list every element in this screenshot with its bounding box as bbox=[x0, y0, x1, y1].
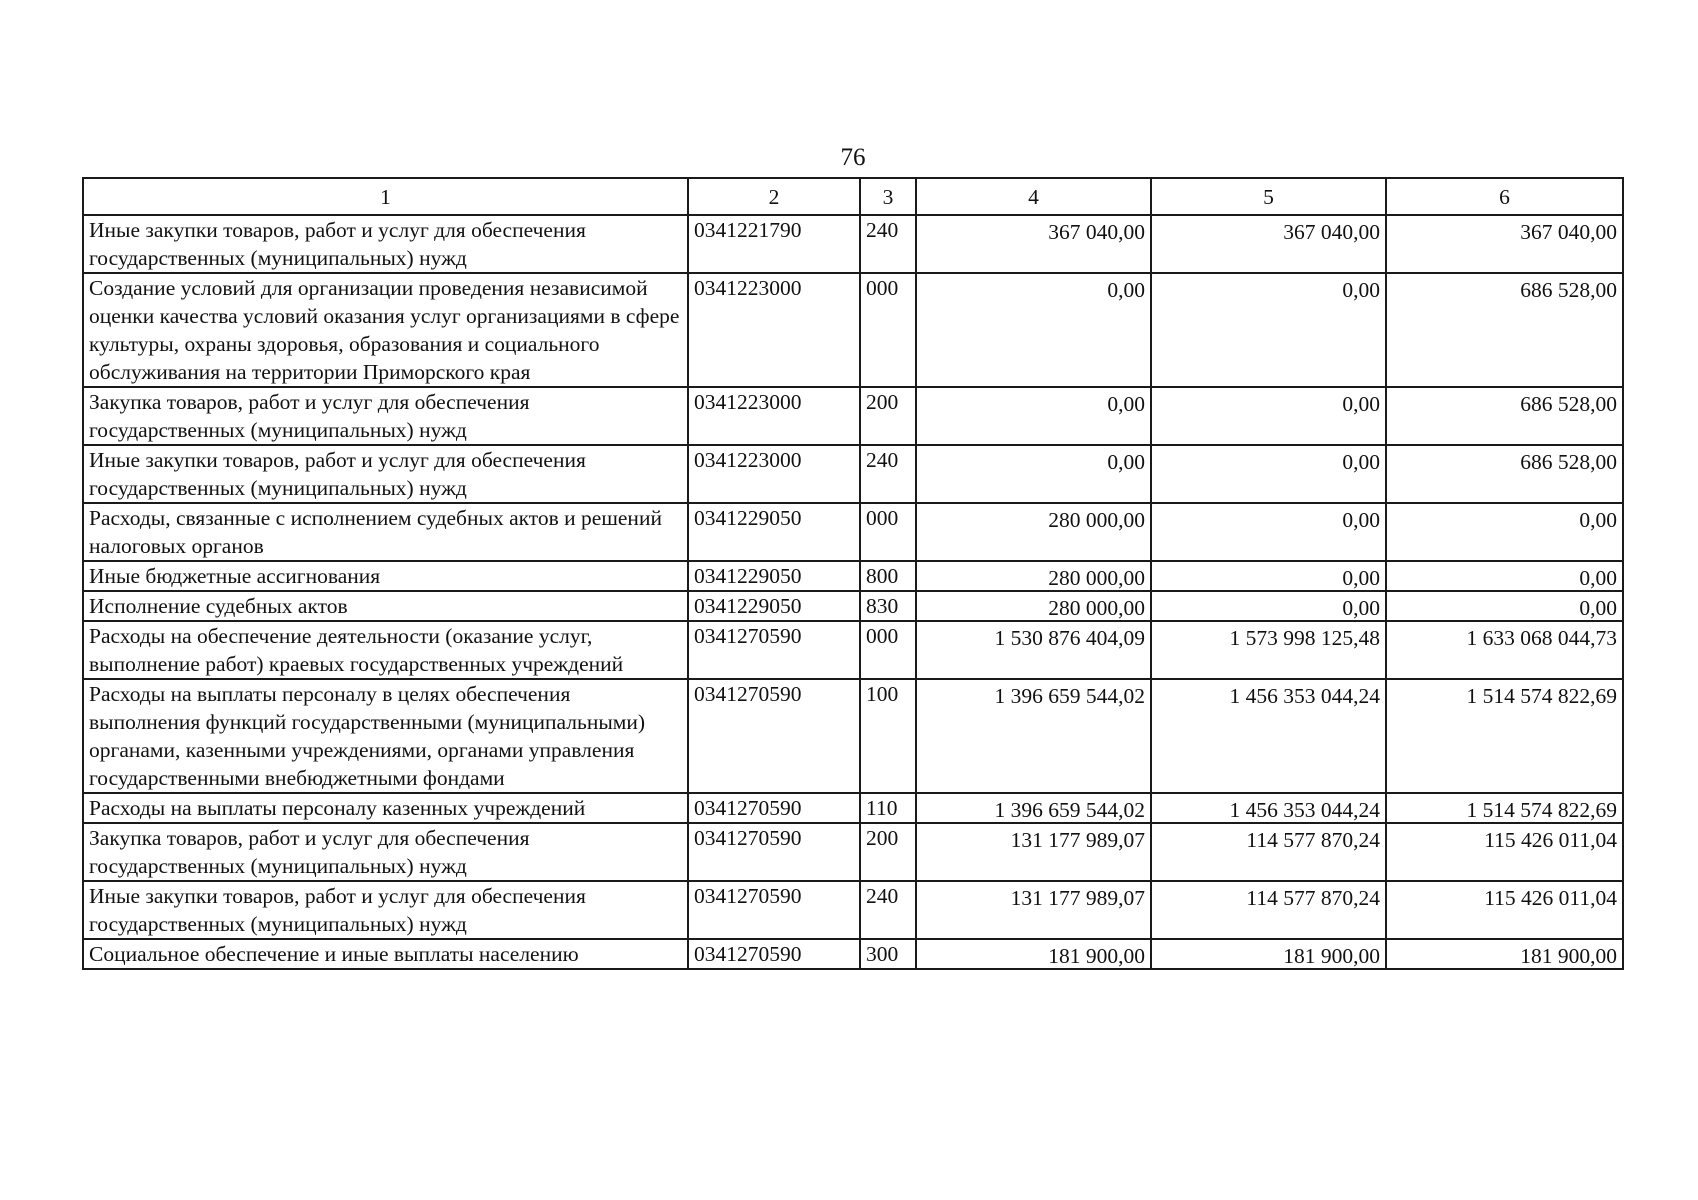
amount-value: 0,00 bbox=[1342, 508, 1380, 532]
amount-column-4 bbox=[916, 561, 1151, 591]
amount-column-5 bbox=[1151, 445, 1386, 503]
expense-name: Иные закупки товаров, работ и услуг для обеспечения государственных (муниципальных) нужд bbox=[83, 881, 688, 939]
column-header-2: 2 bbox=[688, 178, 860, 215]
expense-type-code: 200 bbox=[860, 823, 916, 881]
amount-value: 1 396 659 544,02 bbox=[994, 798, 1145, 822]
amount-column-6 bbox=[1386, 793, 1623, 823]
target-article-code: 0341270590 bbox=[688, 939, 860, 969]
amount-value: 0,00 bbox=[1107, 278, 1145, 302]
amount-column-5 bbox=[1151, 273, 1386, 387]
table-row bbox=[83, 679, 1623, 793]
expense-type-code: 000 bbox=[860, 503, 916, 561]
column-header-6: 6 bbox=[1386, 178, 1623, 215]
amount-value: 0,00 bbox=[1579, 508, 1617, 532]
header-row bbox=[83, 178, 1623, 215]
amount-column-6 bbox=[1386, 273, 1623, 387]
amount-column-6 bbox=[1386, 503, 1623, 561]
amount-value: 1 396 659 544,02 bbox=[994, 684, 1145, 708]
amount-column-6 bbox=[1386, 939, 1623, 969]
expense-name: Исполнение судебных актов bbox=[83, 591, 688, 621]
expense-name: Социальное обеспечение и иные выплаты населению bbox=[83, 939, 688, 969]
expense-name: Иные закупки товаров, работ и услуг для обеспечения государственных (муниципальных) нужд bbox=[83, 215, 688, 273]
amount-value: 0,00 bbox=[1342, 566, 1380, 590]
target-article-code: 0341270590 bbox=[688, 793, 860, 823]
amount-column-4 bbox=[916, 387, 1151, 445]
amount-value: 0,00 bbox=[1579, 596, 1617, 620]
table-row bbox=[83, 387, 1623, 445]
target-article-code: 0341229050 bbox=[688, 591, 860, 621]
amount-column-6 bbox=[1386, 679, 1623, 793]
amount-value: 1 456 353 044,24 bbox=[1229, 798, 1380, 822]
table-row bbox=[83, 793, 1623, 823]
expense-type-code: 200 bbox=[860, 387, 916, 445]
target-article-code: 0341270590 bbox=[688, 621, 860, 679]
amount-column-4 bbox=[916, 215, 1151, 273]
amount-value: 114 577 870,24 bbox=[1246, 886, 1380, 910]
budget-table bbox=[82, 177, 1624, 970]
amount-value: 1 530 876 404,09 bbox=[994, 626, 1145, 650]
expense-name: Расходы на обеспечение деятельности (оказание услуг, выполнение работ) краевых государственных учреждений bbox=[83, 621, 688, 679]
expense-type-code: 800 bbox=[860, 561, 916, 591]
expense-name: Расходы на выплаты персоналу в целях обеспечения выполнения функций государственными (муниципальными) органами, казенными учреждениями, органами управления государственными внебюджетными фондами bbox=[83, 679, 688, 793]
amount-value: 114 577 870,24 bbox=[1246, 828, 1380, 852]
amount-column-5 bbox=[1151, 823, 1386, 881]
amount-column-4 bbox=[916, 881, 1151, 939]
amount-value: 367 040,00 bbox=[1520, 220, 1617, 244]
amount-column-6 bbox=[1386, 881, 1623, 939]
amount-column-4 bbox=[916, 445, 1151, 503]
amount-column-5 bbox=[1151, 591, 1386, 621]
expense-type-code: 110 bbox=[860, 793, 916, 823]
amount-value: 115 426 011,04 bbox=[1484, 886, 1617, 910]
amount-column-5 bbox=[1151, 679, 1386, 793]
table-row bbox=[83, 215, 1623, 273]
amount-column-6 bbox=[1386, 591, 1623, 621]
amount-column-4 bbox=[916, 679, 1151, 793]
amount-column-5 bbox=[1151, 793, 1386, 823]
amount-column-5 bbox=[1151, 387, 1386, 445]
amount-column-5 bbox=[1151, 939, 1386, 969]
target-article-code: 0341223000 bbox=[688, 445, 860, 503]
amount-value: 0,00 bbox=[1107, 450, 1145, 474]
expense-type-code: 240 bbox=[860, 215, 916, 273]
amount-value: 0,00 bbox=[1342, 596, 1380, 620]
amount-value: 181 900,00 bbox=[1283, 944, 1380, 968]
amount-column-6 bbox=[1386, 561, 1623, 591]
amount-value: 0,00 bbox=[1107, 392, 1145, 416]
table-row bbox=[83, 881, 1623, 939]
expense-type-code: 240 bbox=[860, 881, 916, 939]
amount-value: 1 633 068 044,73 bbox=[1466, 626, 1617, 650]
amount-value: 181 900,00 bbox=[1520, 944, 1617, 968]
expense-name: Расходы, связанные с исполнением судебных актов и решений налоговых органов bbox=[83, 503, 688, 561]
column-header-4: 4 bbox=[916, 178, 1151, 215]
amount-value: 1 514 574 822,69 bbox=[1466, 684, 1617, 708]
table-row bbox=[83, 445, 1623, 503]
amount-column-5 bbox=[1151, 215, 1386, 273]
amount-value: 115 426 011,04 bbox=[1484, 828, 1617, 852]
expense-name: Иные бюджетные ассигнования bbox=[83, 561, 688, 591]
amount-value: 1 456 353 044,24 bbox=[1229, 684, 1380, 708]
amount-column-4 bbox=[916, 823, 1151, 881]
amount-value: 181 900,00 bbox=[1048, 944, 1145, 968]
column-header-5: 5 bbox=[1151, 178, 1386, 215]
target-article-code: 0341229050 bbox=[688, 561, 860, 591]
amount-value: 0,00 bbox=[1342, 278, 1380, 302]
amount-value: 367 040,00 bbox=[1283, 220, 1380, 244]
amount-value: 1 573 998 125,48 bbox=[1229, 626, 1380, 650]
amount-column-4 bbox=[916, 591, 1151, 621]
table-header bbox=[83, 178, 1623, 215]
expense-name: Создание условий для организации проведения независимой оценки качества условий оказания услуг организациями в сфере культуры, охраны здоровья, образования и социального обслуживания на территории Приморского края bbox=[83, 273, 688, 387]
table-row bbox=[83, 503, 1623, 561]
expense-name: Расходы на выплаты персоналу казенных учреждений bbox=[83, 793, 688, 823]
table-row bbox=[83, 939, 1623, 969]
amount-column-5 bbox=[1151, 621, 1386, 679]
amount-column-4 bbox=[916, 939, 1151, 969]
amount-column-5 bbox=[1151, 503, 1386, 561]
amount-column-4 bbox=[916, 621, 1151, 679]
amount-value: 280 000,00 bbox=[1048, 508, 1145, 532]
amount-value: 280 000,00 bbox=[1048, 566, 1145, 590]
column-header-3: 3 bbox=[860, 178, 916, 215]
amount-column-5 bbox=[1151, 881, 1386, 939]
target-article-code: 0341270590 bbox=[688, 881, 860, 939]
expense-type-code: 830 bbox=[860, 591, 916, 621]
column-header-1: 1 bbox=[83, 178, 688, 215]
amount-value: 686 528,00 bbox=[1520, 278, 1617, 302]
amount-column-4 bbox=[916, 273, 1151, 387]
expense-name: Иные закупки товаров, работ и услуг для обеспечения государственных (муниципальных) нужд bbox=[83, 445, 688, 503]
expense-type-code: 300 bbox=[860, 939, 916, 969]
amount-column-6 bbox=[1386, 387, 1623, 445]
amount-value: 0,00 bbox=[1342, 392, 1380, 416]
amount-value: 0,00 bbox=[1579, 566, 1617, 590]
amount-value: 1 514 574 822,69 bbox=[1466, 798, 1617, 822]
amount-column-5 bbox=[1151, 561, 1386, 591]
amount-column-6 bbox=[1386, 823, 1623, 881]
table-body bbox=[83, 215, 1623, 969]
amount-value: 0,00 bbox=[1342, 450, 1380, 474]
expense-type-code: 240 bbox=[860, 445, 916, 503]
table-row bbox=[83, 621, 1623, 679]
amount-value: 686 528,00 bbox=[1520, 450, 1617, 474]
table-row bbox=[83, 823, 1623, 881]
target-article-code: 0341223000 bbox=[688, 387, 860, 445]
amount-value: 131 177 989,07 bbox=[1010, 828, 1145, 852]
amount-value: 131 177 989,07 bbox=[1010, 886, 1145, 910]
target-article-code: 0341223000 bbox=[688, 273, 860, 387]
amount-value: 280 000,00 bbox=[1048, 596, 1145, 620]
amount-column-6 bbox=[1386, 445, 1623, 503]
target-article-code: 0341270590 bbox=[688, 823, 860, 881]
target-article-code: 0341221790 bbox=[688, 215, 860, 273]
target-article-code: 0341270590 bbox=[688, 679, 860, 793]
expense-name: Закупка товаров, работ и услуг для обеспечения государственных (муниципальных) нужд bbox=[83, 387, 688, 445]
expense-type-code: 000 bbox=[860, 621, 916, 679]
expense-type-code: 000 bbox=[860, 273, 916, 387]
expense-type-code: 100 bbox=[860, 679, 916, 793]
page-number: 76 bbox=[840, 144, 866, 171]
amount-column-4 bbox=[916, 503, 1151, 561]
amount-column-6 bbox=[1386, 215, 1623, 273]
target-article-code: 0341229050 bbox=[688, 503, 860, 561]
amount-value: 686 528,00 bbox=[1520, 392, 1617, 416]
table-row bbox=[83, 273, 1623, 387]
table-row bbox=[83, 591, 1623, 621]
expense-name: Закупка товаров, работ и услуг для обеспечения государственных (муниципальных) нужд bbox=[83, 823, 688, 881]
amount-column-4 bbox=[916, 793, 1151, 823]
amount-value: 367 040,00 bbox=[1048, 220, 1145, 244]
amount-column-6 bbox=[1386, 621, 1623, 679]
table-row bbox=[83, 561, 1623, 591]
